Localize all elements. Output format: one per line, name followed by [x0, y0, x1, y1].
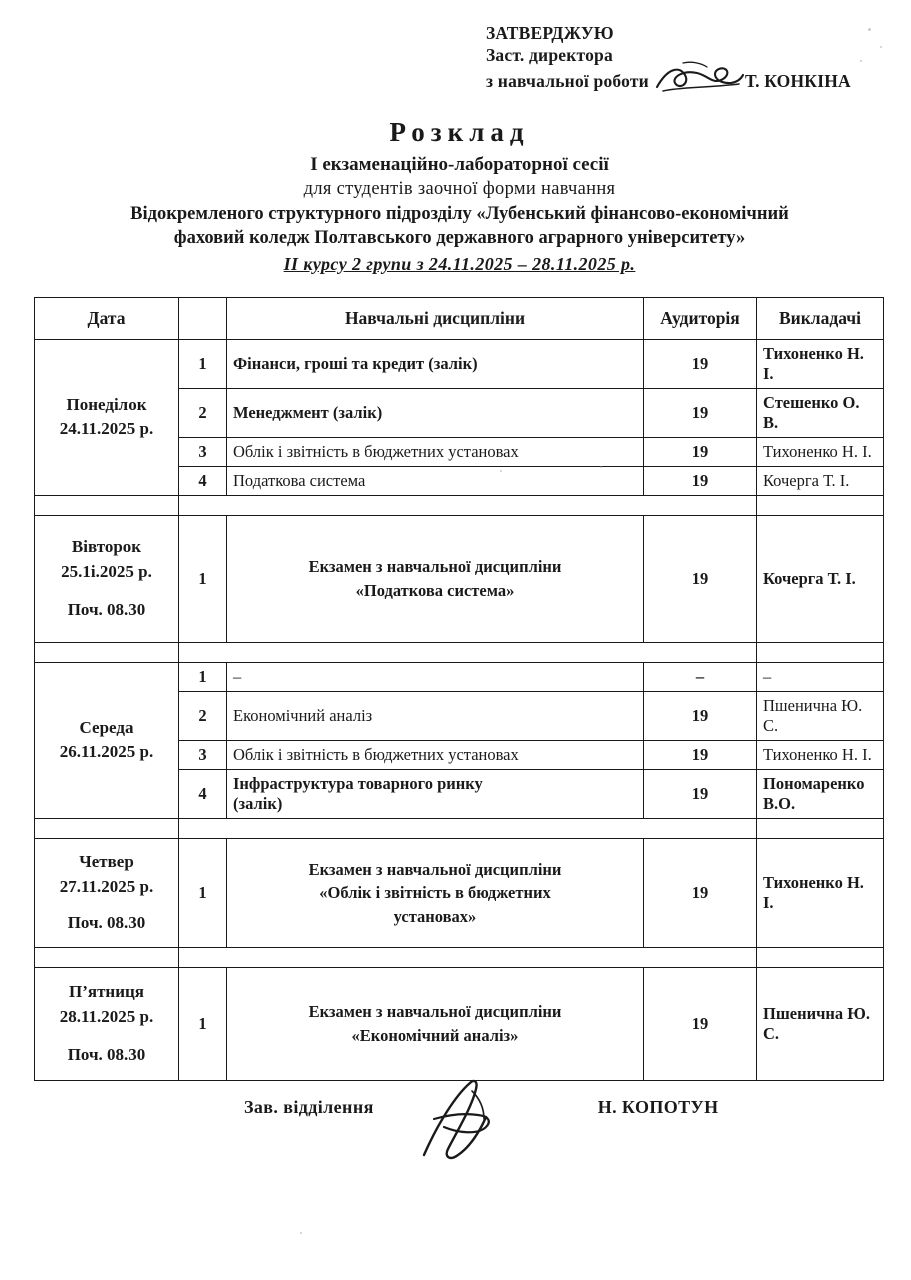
day-date-tuesday [35, 515, 179, 642]
day-start-note: Поч. 08.30 [67, 1045, 146, 1065]
row-room: 19 [644, 838, 757, 947]
day-date-friday [35, 967, 179, 1080]
day-name: Понеділок [66, 394, 147, 414]
row-discipline [227, 515, 644, 642]
table-header-row [35, 297, 884, 339]
subtitle-students: для студентів заочної форми навчання [303, 178, 616, 199]
approval-line-3: з навчальної роботи [486, 71, 649, 92]
row-number: 1 [179, 515, 227, 642]
row-number: 2 [179, 388, 227, 437]
day-start-note: Поч. 08.30 [67, 913, 146, 933]
row-room: 19 [644, 515, 757, 642]
director-signature-icon [653, 67, 741, 93]
row-teacher: Пшенична Ю. С. [757, 967, 884, 1080]
row-room: 19 [644, 339, 757, 388]
row-number: 3 [179, 740, 227, 769]
row-room: 19 [644, 388, 757, 437]
row-teacher: Тихоненко Н. І. [757, 838, 884, 947]
department-head-signature-icon [404, 1097, 574, 1133]
row-discipline-line-1: Екзамен з навчальної дисципліни [308, 1002, 562, 1022]
row-room: 19 [644, 437, 757, 466]
row-discipline: Фінанси, гроші та кредит (залік) [227, 339, 644, 388]
day-start-note: Поч. 08.30 [67, 600, 146, 620]
day-name: Середа [79, 717, 134, 737]
subtitle-session: І екзаменаційно-лабораторної сесії [310, 153, 609, 175]
row-teacher: Пшенична Ю. С. [757, 691, 884, 740]
row-teacher: – [757, 662, 884, 691]
header-disciplines: Навчальні дисципліни [227, 297, 644, 339]
row-discipline [227, 967, 644, 1080]
subtitle-course-dates: ІІ курсу 2 групи з 24.11.2025 – 28.11.2025 р. [283, 253, 636, 274]
row-teacher: Кочерга Т. І. [757, 466, 884, 495]
row-number: 2 [179, 691, 227, 740]
row-discipline-line-3: установах» [393, 906, 477, 926]
row-discipline: – [227, 662, 644, 691]
row-room: – [644, 662, 757, 691]
approval-line-1: ЗАТВЕРДЖУЮ [486, 23, 614, 43]
row-room: 19 [644, 769, 757, 818]
row-gap [35, 947, 884, 967]
row-room: 19 [644, 967, 757, 1080]
row-discipline-line-1: Екзамен з навчальної дисципліни [308, 557, 562, 577]
subtitle-institution-line-2: фаховий коледж Полтавського державного аграрного університету» [173, 227, 746, 248]
subtitle-institution-line-1: Відокремленого структурного підрозділу «Лубенський фінансово-економічний [130, 203, 789, 224]
approval-block [486, 22, 885, 93]
title-block [34, 117, 885, 275]
row-room: 19 [644, 740, 757, 769]
row-teacher: Тихоненко Н. І. [757, 339, 884, 388]
approval-signature-name: Т. КОНКІНА [744, 71, 851, 92]
row-number: 1 [179, 838, 227, 947]
row-discipline-line-2: «Податкова система» [355, 580, 515, 600]
row-teacher: Кочерга Т. І. [757, 515, 884, 642]
row-discipline-line-1: Інфраструктура товарного ринку [233, 773, 483, 793]
row-discipline: Менеджмент (залік) [227, 388, 644, 437]
day-date-thursday [35, 838, 179, 947]
day-date-wednesday [35, 662, 179, 818]
row-teacher: Тихоненко Н. І. [757, 437, 884, 466]
footer-name: Н. КОПОТУН [597, 1096, 719, 1117]
row-discipline: Облік і звітність в бюджетних установах [227, 740, 644, 769]
row-discipline [227, 769, 644, 818]
day-date: 27.11.2025 р. [59, 876, 154, 896]
day-date: 24.11.2025 р. [59, 419, 154, 439]
table-row [35, 515, 884, 642]
header-room: Аудиторія [644, 297, 757, 339]
row-number: 1 [179, 967, 227, 1080]
row-teacher: Тихоненко Н. І. [757, 740, 884, 769]
row-number: 1 [179, 662, 227, 691]
table-row [35, 838, 884, 947]
row-room: 19 [644, 691, 757, 740]
day-name: Вівторок [71, 536, 142, 556]
row-number: 1 [179, 339, 227, 388]
row-discipline-line-2: «Економічний аналіз» [351, 1025, 519, 1045]
day-date: 26.11.2025 р. [59, 742, 154, 762]
footer-label: Зав. відділення [244, 1096, 374, 1117]
row-discipline: Податкова система [227, 466, 644, 495]
row-number: 4 [179, 769, 227, 818]
row-discipline: Економічний аналіз [227, 691, 644, 740]
header-teachers: Викладачі [757, 297, 884, 339]
table-row [35, 967, 884, 1080]
approval-line-3-row [486, 67, 885, 93]
row-discipline: Облік і звітність в бюджетних установах [227, 437, 644, 466]
header-number [179, 297, 227, 339]
day-name: Четвер [79, 851, 134, 871]
day-date-monday [35, 339, 179, 495]
header-date: Дата [35, 297, 179, 339]
row-discipline-line-1: Екзамен з навчальної дисципліни [308, 859, 562, 879]
footer-signature-block [34, 1097, 885, 1133]
table-row [35, 339, 884, 388]
document-title: Розклад [389, 116, 530, 147]
row-number: 3 [179, 437, 227, 466]
table-row [35, 662, 884, 691]
day-name: П’ятниця [68, 981, 144, 1001]
row-number: 4 [179, 466, 227, 495]
day-date: 28.11.2025 р. [59, 1006, 154, 1026]
row-discipline-line-2: «Облік і звітність в бюджетних [319, 883, 551, 903]
row-teacher: Стешенко О. В. [757, 388, 884, 437]
approval-line-2: Заст. директора [486, 45, 613, 66]
day-date: 25.1і.2025 р. [61, 561, 152, 581]
row-teacher: Пономаренко В.О. [757, 769, 884, 818]
row-gap [35, 495, 884, 515]
row-discipline [227, 838, 644, 947]
row-gap [35, 642, 884, 662]
row-discipline-line-2: (залік) [233, 793, 283, 813]
schedule-table [34, 297, 884, 1081]
scan-speckle [300, 1232, 302, 1234]
row-room: 19 [644, 466, 757, 495]
row-gap [35, 818, 884, 838]
